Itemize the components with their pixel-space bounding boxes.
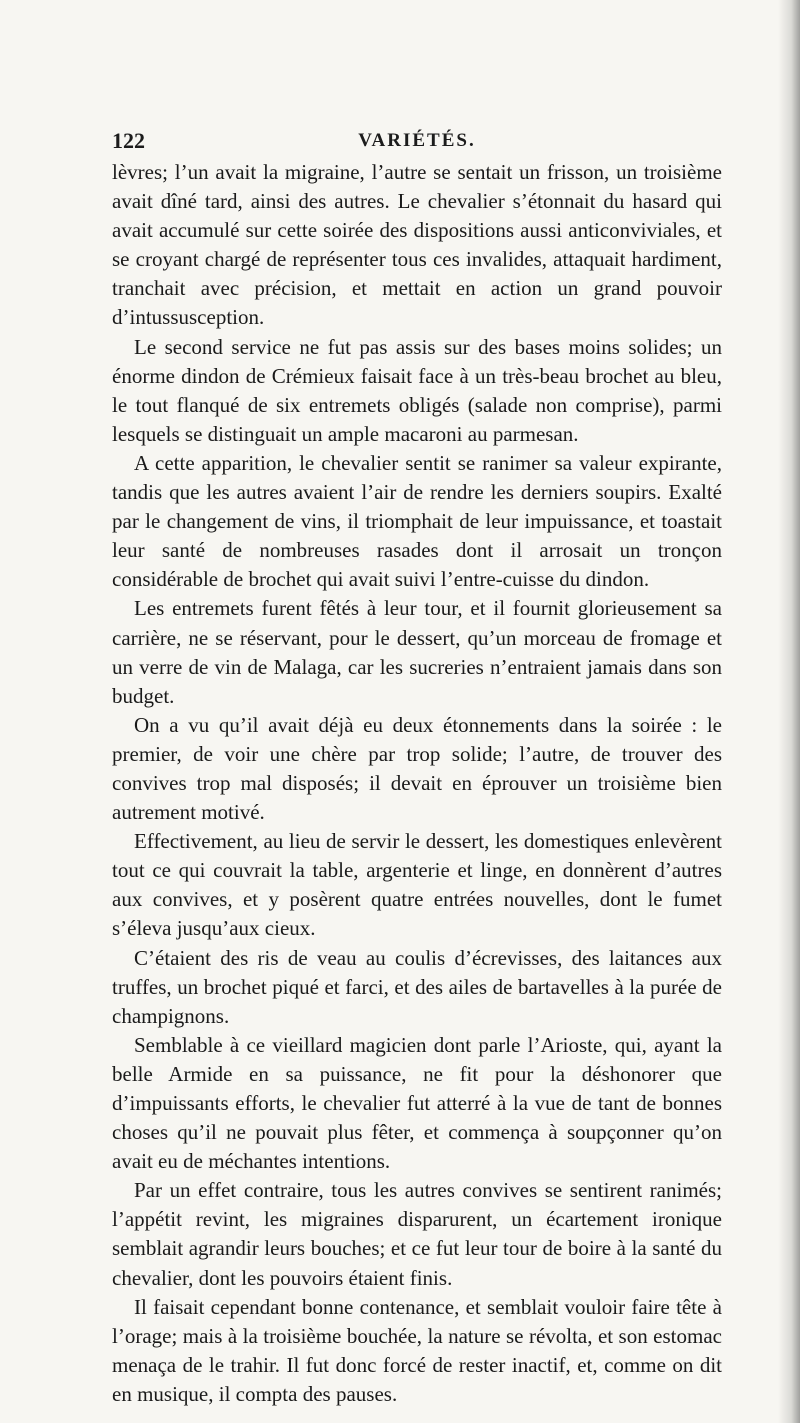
paragraph: Le second service ne fut pas assis sur des bases moins solides; un énorme dindon de Crémieux faisait face à un très-beau brochet au bleu, le tout flanqué de six entremets obligés (salade non comprise), parmi lesquels se distinguait un ample macaroni au parmesan. <box>112 334 722 446</box>
paragraph: Par un effet contraire, tous les autres convives se sentirent ranimés; l’appétit revint, les migraines disparurent, un écartement ironique semblait agrandir leurs bouches; et ce fut leur tour de boire à la santé du chevalier, dont les pouvoirs étaient finis. <box>112 1178 722 1290</box>
paragraph: Les entremets furent fêtés à leur tour, et il fournit glorieusement sa carrière, ne se réservant, pour le dessert, qu’un morceau de fromage et un verre de vin de Malaga, car les sucreries n’entraient jamais dans son budget. <box>112 596 722 708</box>
body-text <box>112 158 722 1409</box>
paragraph: lèvres; l’un avait la migraine, l’autre se sentait un frisson, un troisième avait dîné tard, ainsi des autres. Le chevalier s’étonnait du hasard qui avait accumulé sur cette soirée des dispositions aussi anticonviviales, et se croyant chargé de représenter tous ces invalides, attaquait hardiment, tranchait avec précision, et mettait en action un grand pouvoir d’intussusception. <box>112 160 722 330</box>
paragraph: On a vu qu’il avait déjà eu deux étonnements dans la soirée : le premier, de voir une chère par trop solide; l’autre, de trouver des convives trop mal disposés; il devait en éprouver un troisième bien autrement motivé. <box>112 712 722 825</box>
paragraph: Il faisait cependant bonne contenance, et semblait vouloir faire tête à l’orage; mais à la troisième bouchée, la nature se révolta, et son estomac menaça de le trahir. Il fut donc forcé de rester inactif, et, comme on dit en musique, il compta des pauses. <box>112 1294 722 1406</box>
paragraph: C’étaient des ris de veau au coulis d’écrevisses, des laitances aux truffes, un brochet piqué et farci, et des ailes de bartavelles à la purée de champignons. <box>112 945 722 1028</box>
paragraph: Semblable à ce vieillard magicien dont parle l’Arioste, qui, ayant la belle Armide en sa puissance, ne fit pour la déshonorer que d’impuissants efforts, le chevalier fut atterré à la vue de tant de bonnes choses qu’il ne pouvait plus fêter, et commença à soupçonner qu’on avait eu de méchantes intentions. <box>112 1032 722 1174</box>
paragraph: A cette apparition, le chevalier sentit se ranimer sa valeur expirante, tandis que les autres avaient l’air de rendre les derniers soupirs. Exalté par le changement de vins, il triomphait de leur impuissance, et toastait leur santé de nombreuses rasades dont il arrosait un tronçon considérable de brochet qui avait suivi l’entre-cuisse du dindon. <box>112 450 722 592</box>
page-edge-shadow <box>778 0 800 1423</box>
paragraph: Effectivement, au lieu de servir le dessert, les domestiques enlevèrent tout ce qui couvrait la table, argenterie et linge, en donnèrent d’autres aux convives, et y posèrent quatre entrées nouvelles, dont le fumet s’éleva jusqu’aux cieux. <box>112 829 722 941</box>
running-head: VARIÉTÉS. <box>358 130 476 151</box>
page-number: 122 <box>112 128 145 153</box>
page-header <box>112 128 722 158</box>
